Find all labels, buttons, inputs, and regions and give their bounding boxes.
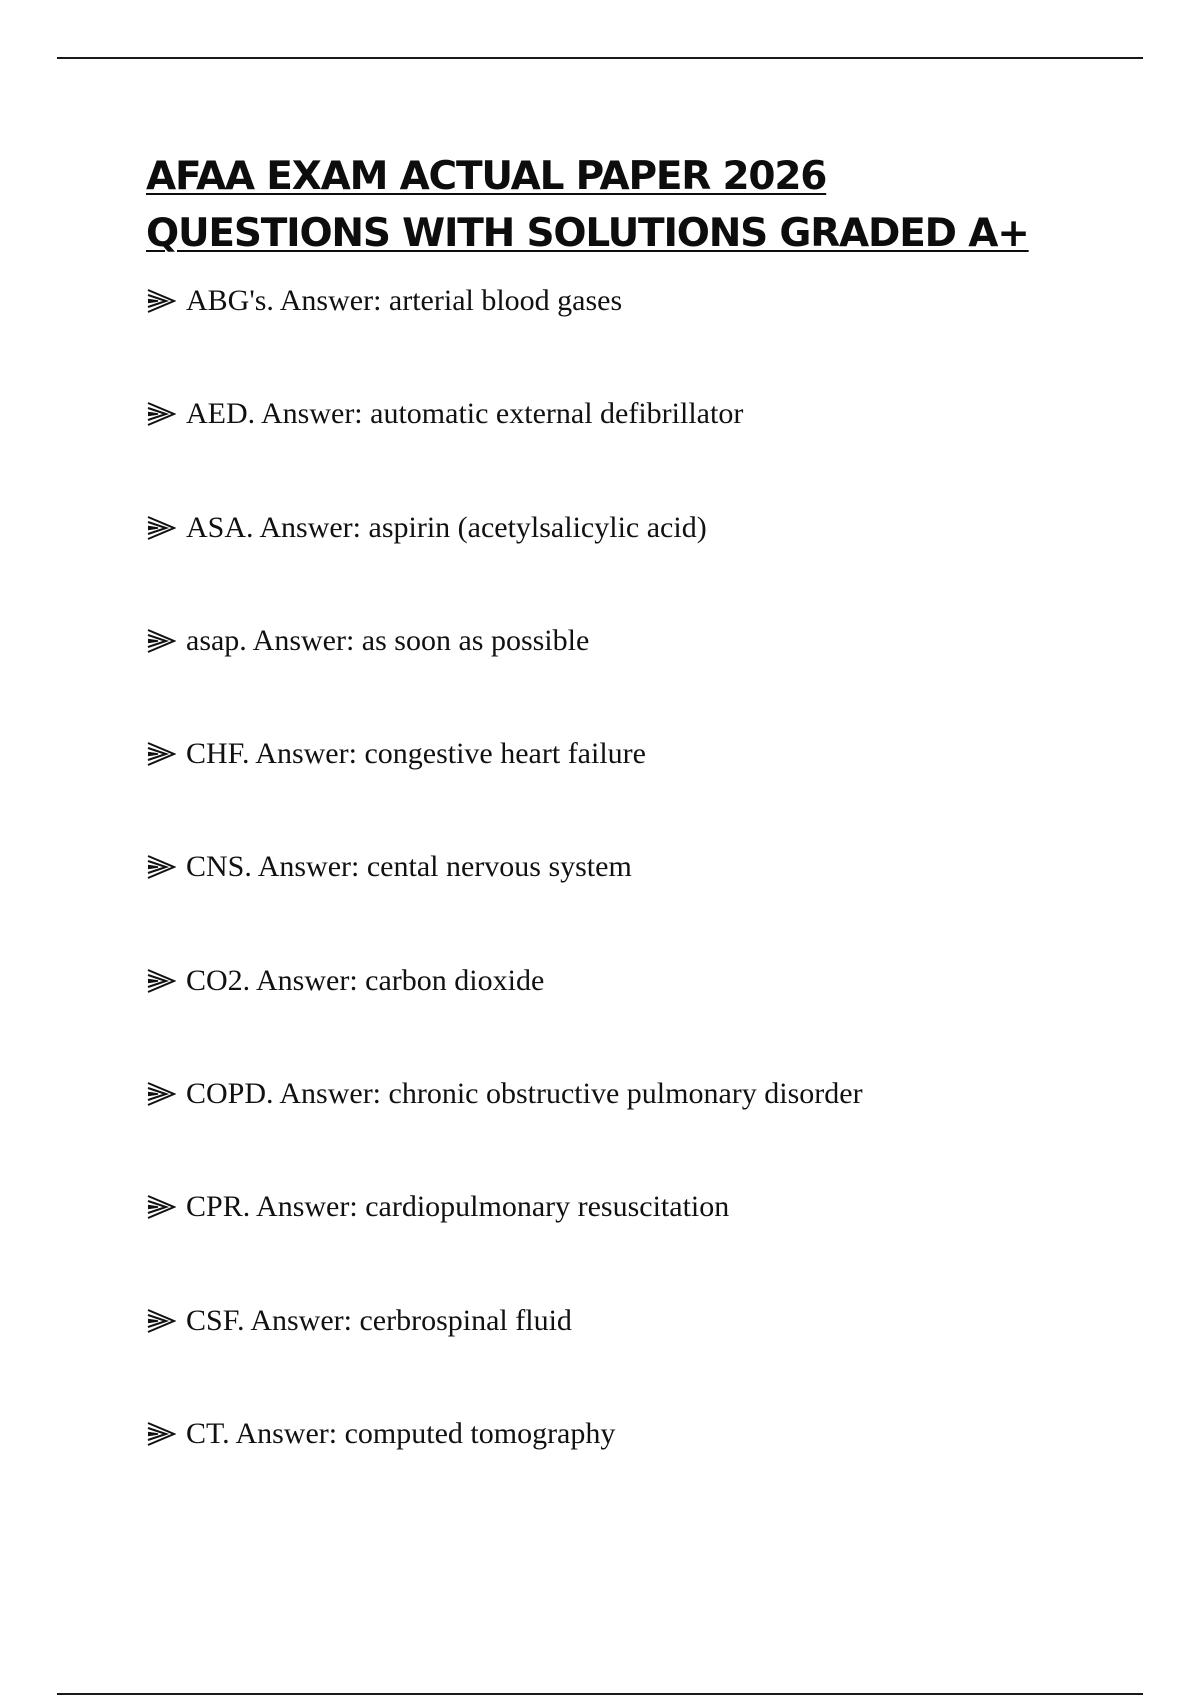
arrowhead-bullet-icon xyxy=(146,618,186,654)
list-item xyxy=(146,618,863,731)
arrowhead-bullet-icon xyxy=(146,505,186,541)
list-item xyxy=(146,958,863,1071)
arrowhead-bullet-icon xyxy=(146,958,186,994)
arrowhead-bullet-icon xyxy=(146,731,186,767)
arrowhead-bullet-icon xyxy=(146,1184,186,1220)
list-item xyxy=(146,278,863,391)
qa-text: CO2. Answer: carbon dioxide xyxy=(186,963,545,997)
qa-text: CPR. Answer: cardiopulmonary resuscitation xyxy=(186,1190,730,1224)
list-item xyxy=(146,1411,863,1524)
qa-text: ABG's. Answer: arterial blood gases xyxy=(186,284,623,317)
qa-text: CT. Answer: computed tomography xyxy=(186,1416,616,1450)
title-line-1: AFAA EXAM ACTUAL PAPER 2026 xyxy=(146,154,827,199)
list-item xyxy=(146,505,863,618)
list-item xyxy=(146,391,863,504)
title-line-2: QUESTIONS WITH SOLUTIONS GRADED A+ xyxy=(146,211,1029,256)
qa-list xyxy=(146,278,863,1524)
arrowhead-bullet-icon xyxy=(146,391,186,427)
qa-text: ASA. Answer: aspirin (acetylsalicylic acid) xyxy=(186,510,707,544)
arrowhead-bullet-icon xyxy=(146,1411,186,1447)
qa-text: AED. Answer: automatic external defibrillator xyxy=(186,397,744,431)
list-item xyxy=(146,1184,863,1297)
qa-text: CSF. Answer: cerbrospinal fluid xyxy=(186,1303,572,1337)
qa-text: COPD. Answer: chronic obstructive pulmonary disorder xyxy=(186,1077,863,1111)
list-item xyxy=(146,844,863,957)
arrowhead-bullet-icon xyxy=(146,278,186,314)
qa-text: CNS. Answer: cental nervous system xyxy=(186,850,632,884)
list-item xyxy=(146,731,863,844)
qa-text: CHF. Answer: congestive heart failure xyxy=(186,737,646,771)
document-title xyxy=(146,148,1106,262)
arrowhead-bullet-icon xyxy=(146,1071,186,1107)
list-item xyxy=(146,1071,863,1184)
arrowhead-bullet-icon xyxy=(146,844,186,880)
qa-text: asap. Answer: as soon as possible xyxy=(186,623,590,657)
header-rule xyxy=(57,57,1143,59)
arrowhead-bullet-icon xyxy=(146,1298,186,1334)
footer-rule xyxy=(57,1693,1143,1695)
list-item xyxy=(146,1298,863,1411)
